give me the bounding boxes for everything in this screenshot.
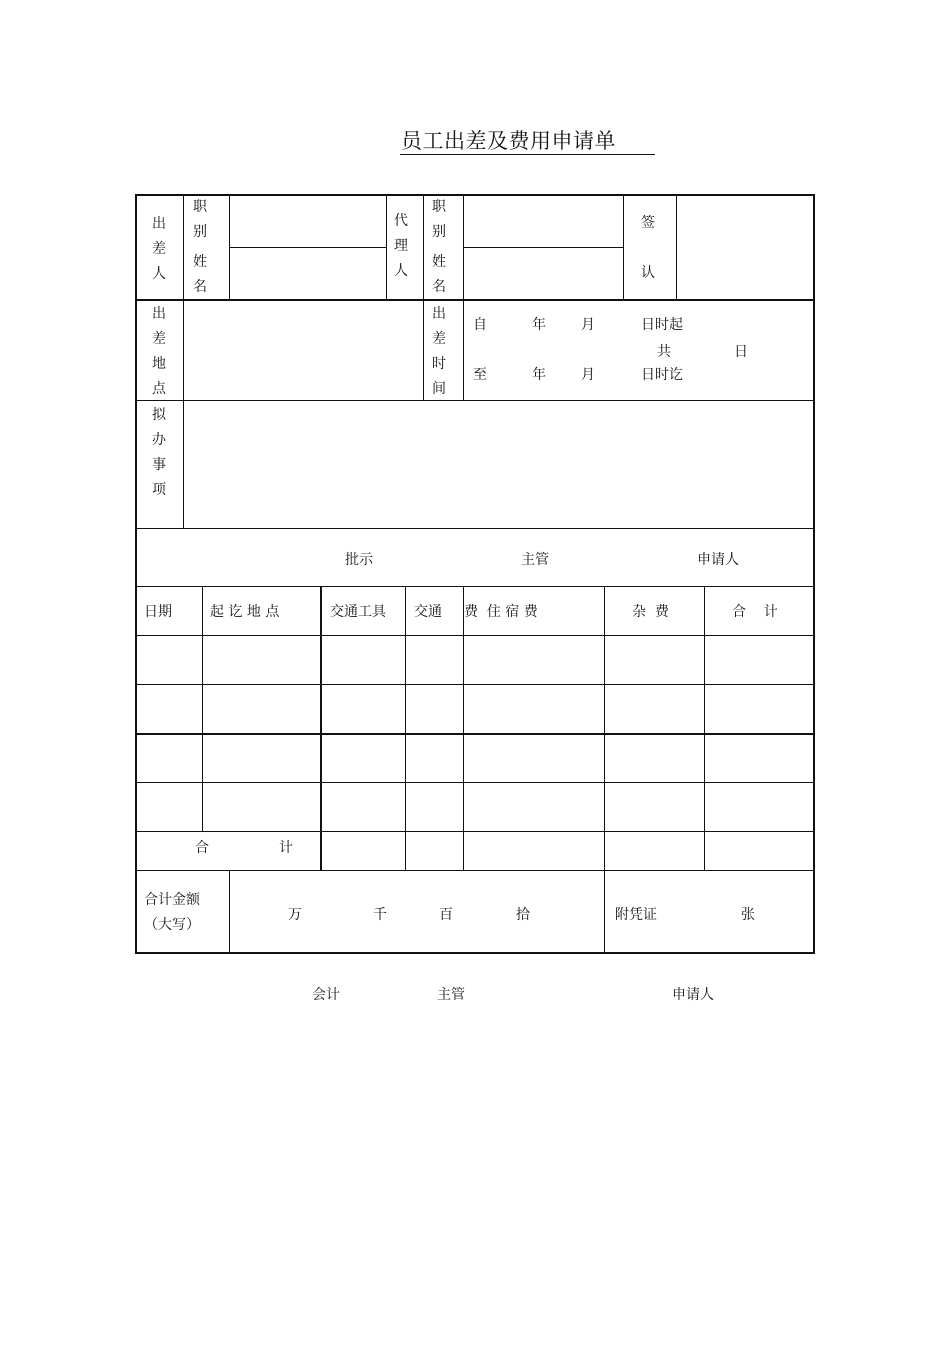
total-cell[interactable] [705, 783, 813, 830]
trip-from-month-label: 月 [581, 317, 595, 333]
vehicle-cell[interactable] [322, 783, 405, 830]
trip-time-label: 出 差 时 间 [432, 306, 446, 397]
trip-end-suffix: 日时讫 [641, 367, 683, 383]
amount-words-field[interactable] [231, 872, 603, 951]
proxy-position-label: 职 别 [432, 199, 446, 240]
route-cell[interactable] [203, 783, 320, 830]
subtotal-vehicle-cell[interactable] [322, 832, 405, 869]
amount-unit-wan: 万 [288, 907, 302, 923]
col-divider [229, 194, 230, 300]
footer-supervisor-label: 主管 [437, 987, 465, 1003]
lodging-fee-cell[interactable] [464, 783, 604, 830]
transport-fee-cell[interactable] [406, 783, 463, 830]
form-title: 员工出差及费用申请单 [401, 129, 616, 153]
footer-applicant-label: 申请人 [672, 987, 714, 1003]
table-border-bottom [135, 952, 815, 954]
col-divider [463, 300, 464, 401]
voucher-count-field[interactable] [665, 872, 735, 951]
header-misc-fee: 杂 费 [632, 604, 669, 620]
proxy-name-field[interactable] [465, 249, 622, 298]
row-divider [135, 400, 815, 401]
matters-field[interactable] [185, 402, 812, 527]
confirm-label-top: 签 [641, 215, 655, 231]
subtotal-lodging-fee-cell[interactable] [464, 832, 604, 869]
amount-label-line2: （大写） [144, 917, 200, 933]
subtotal-total-cell[interactable] [705, 832, 813, 869]
approval-instruction-label: 批示 [345, 552, 373, 568]
route-cell[interactable] [203, 636, 320, 683]
col-divider [183, 300, 184, 401]
traveler-position-field[interactable] [231, 196, 385, 246]
voucher-label: 附凭证 [615, 907, 657, 923]
misc-fee-cell[interactable] [605, 685, 704, 732]
col-divider [423, 194, 424, 300]
date-cell[interactable] [137, 636, 202, 683]
approval-supervisor-label: 主管 [521, 552, 549, 568]
header-transport-fee: 交通 [414, 604, 442, 620]
destination-label: 出 差 地 点 [152, 306, 166, 397]
amount-unit-shi: 拾 [516, 907, 530, 923]
route-cell[interactable] [203, 735, 320, 782]
voucher-unit: 张 [741, 907, 755, 923]
date-cell[interactable] [137, 735, 202, 782]
traveler-name-field[interactable] [231, 249, 385, 298]
route-cell[interactable] [203, 685, 320, 732]
matters-label: 拟 办 事 项 [152, 407, 166, 498]
lodging-fee-cell[interactable] [464, 735, 604, 782]
transport-fee-cell[interactable] [406, 735, 463, 782]
subtotal-label-right: 计 [279, 840, 293, 856]
subtotal-label-left: 合 [195, 840, 209, 856]
amount-unit-bai: 百 [439, 907, 453, 923]
subtotal-misc-fee-cell[interactable] [605, 832, 704, 869]
destination-field[interactable] [185, 302, 422, 399]
col-divider [423, 300, 424, 401]
title-underline [400, 154, 655, 155]
header-vehicle: 交通工具 [330, 604, 386, 620]
traveler-name-label: 姓 名 [193, 254, 207, 295]
trip-from-year-label: 年 [532, 317, 546, 333]
lodging-fee-cell[interactable] [464, 685, 604, 732]
header-date: 日期 [144, 604, 172, 620]
vehicle-cell[interactable] [322, 685, 405, 732]
vehicle-cell[interactable] [322, 636, 405, 683]
misc-fee-cell[interactable] [605, 783, 704, 830]
row-divider [135, 586, 815, 587]
table-border-left [135, 194, 137, 954]
traveler-label: 出 差 人 [152, 216, 166, 282]
misc-fee-cell[interactable] [605, 735, 704, 782]
date-cell[interactable] [137, 685, 202, 732]
trip-start-suffix: 日时起 [641, 317, 683, 333]
col-divider [183, 194, 184, 300]
transport-fee-cell[interactable] [406, 685, 463, 732]
approval-applicant-label: 申请人 [697, 552, 739, 568]
vehicle-cell[interactable] [322, 735, 405, 782]
header-lodging-fee: 费 住 宿 费 [464, 604, 538, 620]
proxy-position-field[interactable] [465, 196, 622, 246]
traveler-position-label: 职 别 [193, 199, 207, 240]
total-cell[interactable] [705, 735, 813, 782]
confirm-label-bottom: 认 [641, 265, 655, 281]
row-divider [230, 247, 386, 248]
col-divider [386, 194, 387, 300]
confirm-signature-field[interactable] [678, 196, 812, 298]
footer-accounting-label: 会计 [312, 987, 340, 1003]
subtotal-transport-fee-cell[interactable] [406, 832, 463, 869]
col-divider [676, 194, 677, 300]
trip-to-month-label: 月 [581, 367, 595, 383]
table-border-right [813, 194, 815, 954]
trip-total-unit: 日 [734, 344, 748, 360]
col-divider [229, 870, 230, 953]
trip-to-year-label: 年 [532, 367, 546, 383]
amount-unit-qian: 千 [373, 907, 387, 923]
row-divider [464, 247, 624, 248]
transport-fee-cell[interactable] [406, 636, 463, 683]
header-route: 起 讫 地 点 [210, 604, 280, 620]
col-divider [463, 194, 464, 300]
header-total: 合 计 [732, 604, 778, 620]
date-cell[interactable] [137, 783, 202, 830]
proxy-label: 代 理 人 [394, 213, 408, 279]
trip-from-label: 自 [473, 317, 487, 333]
amount-label-line1: 合计金额 [144, 892, 200, 908]
row-divider [135, 299, 815, 301]
col-divider [623, 194, 624, 300]
misc-fee-cell[interactable] [605, 636, 704, 683]
col-divider [183, 401, 184, 529]
trip-to-label: 至 [473, 367, 487, 383]
proxy-name-label: 姓 名 [432, 254, 446, 295]
total-cell[interactable] [705, 685, 813, 732]
row-divider [135, 870, 815, 871]
col-divider [604, 870, 605, 953]
lodging-fee-cell[interactable] [464, 636, 604, 683]
total-cell[interactable] [705, 636, 813, 683]
row-divider [135, 528, 815, 529]
trip-total-label: 共 [657, 344, 671, 360]
